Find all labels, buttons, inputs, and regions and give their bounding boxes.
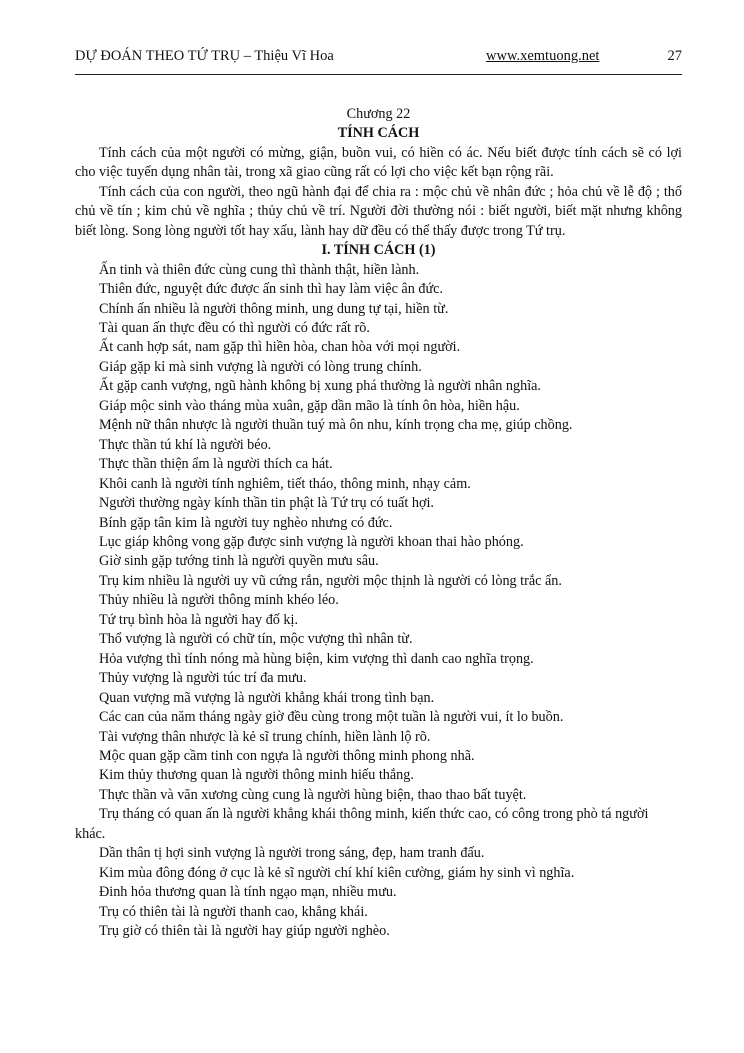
chapter-title: TÍNH CÁCH — [337, 125, 420, 142]
text-line: Tứ trụ bình hòa là người hay đố kị. — [99, 611, 299, 628]
text-line: Thực thần thiện ẩm là người thích ca hát. — [99, 456, 333, 473]
text-line: Thổ vượng là người có chữ tín, mộc vượng thì nhân từ. — [99, 631, 413, 648]
text-line: Kim thủy thương quan là người thông minh hiếu thắng. — [99, 767, 414, 784]
text-line: Đinh hỏa thương quan là tính ngạo mạn, nhiều mưu. — [99, 884, 397, 901]
text-line: Các can của năm tháng ngày giờ đều cùng trong một tuần là người vui, ít lo buồn. — [99, 709, 564, 726]
page-number: 27 — [667, 48, 682, 64]
text-line: Bính gặp tân kim là người tuy nghèo nhưng có đức. — [99, 514, 393, 531]
text-line: Ấn tinh và thiên đức cùng cung thì thành thật, hiền lành. — [99, 261, 420, 278]
text-line: Trụ giờ có thiên tài là người hay giúp người nghèo. — [99, 923, 390, 940]
section-title: I. TÍNH CÁCH (1) — [321, 242, 436, 259]
book-title: DỰ ĐOÁN THEO TỨ TRỤ – Thiệu Vĩ Hoa — [75, 48, 334, 64]
page-header — [75, 46, 682, 68]
text-line: Ất gặp canh vượng, ngũ hành không bị xung phá thường là người nhân nghĩa. — [99, 378, 541, 395]
text-line: Thủy vượng là người túc trí đa mưu. — [99, 670, 307, 687]
text-line: Người thường ngày kính thần tin phật là Tứ trụ có tuất hợi. — [99, 495, 434, 512]
text-line: Trụ tháng có quan ấn là người khẳng khái thông minh, kiến thức cao, có công trong phò tá người khác. — [75, 806, 649, 842]
website-link[interactable]: www.xemtuong.net — [486, 48, 600, 64]
text-line: Tài vượng thân nhược là kẻ sĩ trung chính, hiền lành lộ rõ. — [99, 728, 431, 745]
text-line: Thiên đức, nguyệt đức được ấn sinh thì hay làm việc ân đức. — [99, 281, 443, 298]
text-line: Khôi canh là người tính nghiêm, tiết tháo, thông minh, nhạy cảm. — [99, 475, 471, 492]
text-line: Chính ấn nhiều là người thông minh, ung dung tự tại, hiền từ. — [99, 300, 449, 317]
intro-paragraph: Tính cách của con người, theo ngũ hành đại để chia ra : mộc chủ về nhân đức ; hỏa chủ về lễ độ ; thổ chủ về tín ; kim chủ về nghĩa ; thủy chủ về trí. Người đời thường nói : biết người, biết mặt nhưng không biết lòng. Song lòng người tốt hay xấu, lành hay dữ đều có thể thấy được trong Tứ trụ. — [75, 183, 682, 239]
page-content — [75, 105, 682, 941]
chapter-number: Chương 22 — [346, 106, 411, 122]
text-line: Dần thân tị hợi sinh vượng là người trong sáng, đẹp, ham tranh đấu. — [99, 845, 485, 862]
text-line: Tài quan ấn thực đều có thì người có đức rất rõ. — [99, 319, 370, 336]
text-line: Thủy nhiều là người thông minh khéo léo. — [99, 592, 339, 609]
text-line: Hỏa vượng thì tính nóng mà hùng biện, kim vượng thì danh cao nghĩa trọng. — [99, 650, 534, 667]
text-line: Ất canh hợp sát, nam gặp thì hiền hòa, chan hòa với mọi người. — [99, 339, 461, 356]
text-line: Thực thần tú khí là người béo. — [99, 436, 272, 453]
text-line: Kim mùa đông đóng ở cục là kẻ sĩ người chí khí kiên cường, giám hy sinh vì nghĩa. — [99, 864, 575, 881]
text-line: Quan vượng mã vượng là người khẳng khái trong tình bạn. — [99, 689, 435, 706]
text-line: Giáp mộc sinh vào tháng mùa xuân, gặp dần mão là tính ôn hòa, hiền hậu. — [99, 397, 520, 414]
header-divider — [75, 74, 682, 75]
text-line: Mệnh nữ thân nhược là người thuần tuý mà ôn nhu, kính trọng cha mẹ, giúp chồng. — [99, 417, 573, 434]
text-line: Giáp gặp kỉ mà sinh vượng là người có lòng trung chính. — [99, 358, 422, 375]
text-line: Mộc quan gặp cầm tinh con ngựa là người thông minh phong nhã. — [99, 747, 475, 764]
text-line: Giờ sinh gặp tướng tinh là người quyền mưu sâu. — [99, 553, 379, 570]
text-line: Trụ kim nhiều là người uy vũ cứng rắn, người mộc thịnh là người có lòng trắc ẩn. — [99, 572, 562, 589]
text-line: Thực thần và văn xương cùng cung là người hùng biện, thao thao bất tuyệt. — [99, 786, 527, 803]
intro-paragraph: Tính cách của một người có mừng, giận, buồn vui, có hiền có ác. Nếu biết được tính cách sẽ có lợi cho việc tuyển dụng nhân tài, trong xã giao cũng rất có lợi cho việc kết bạn rộng rãi. — [75, 144, 682, 181]
text-line: Lục giáp không vong gặp được sinh vượng là người khoan thai hào phóng. — [99, 533, 524, 550]
text-line: Trụ có thiên tài là người thanh cao, khẳng khái. — [99, 903, 368, 920]
